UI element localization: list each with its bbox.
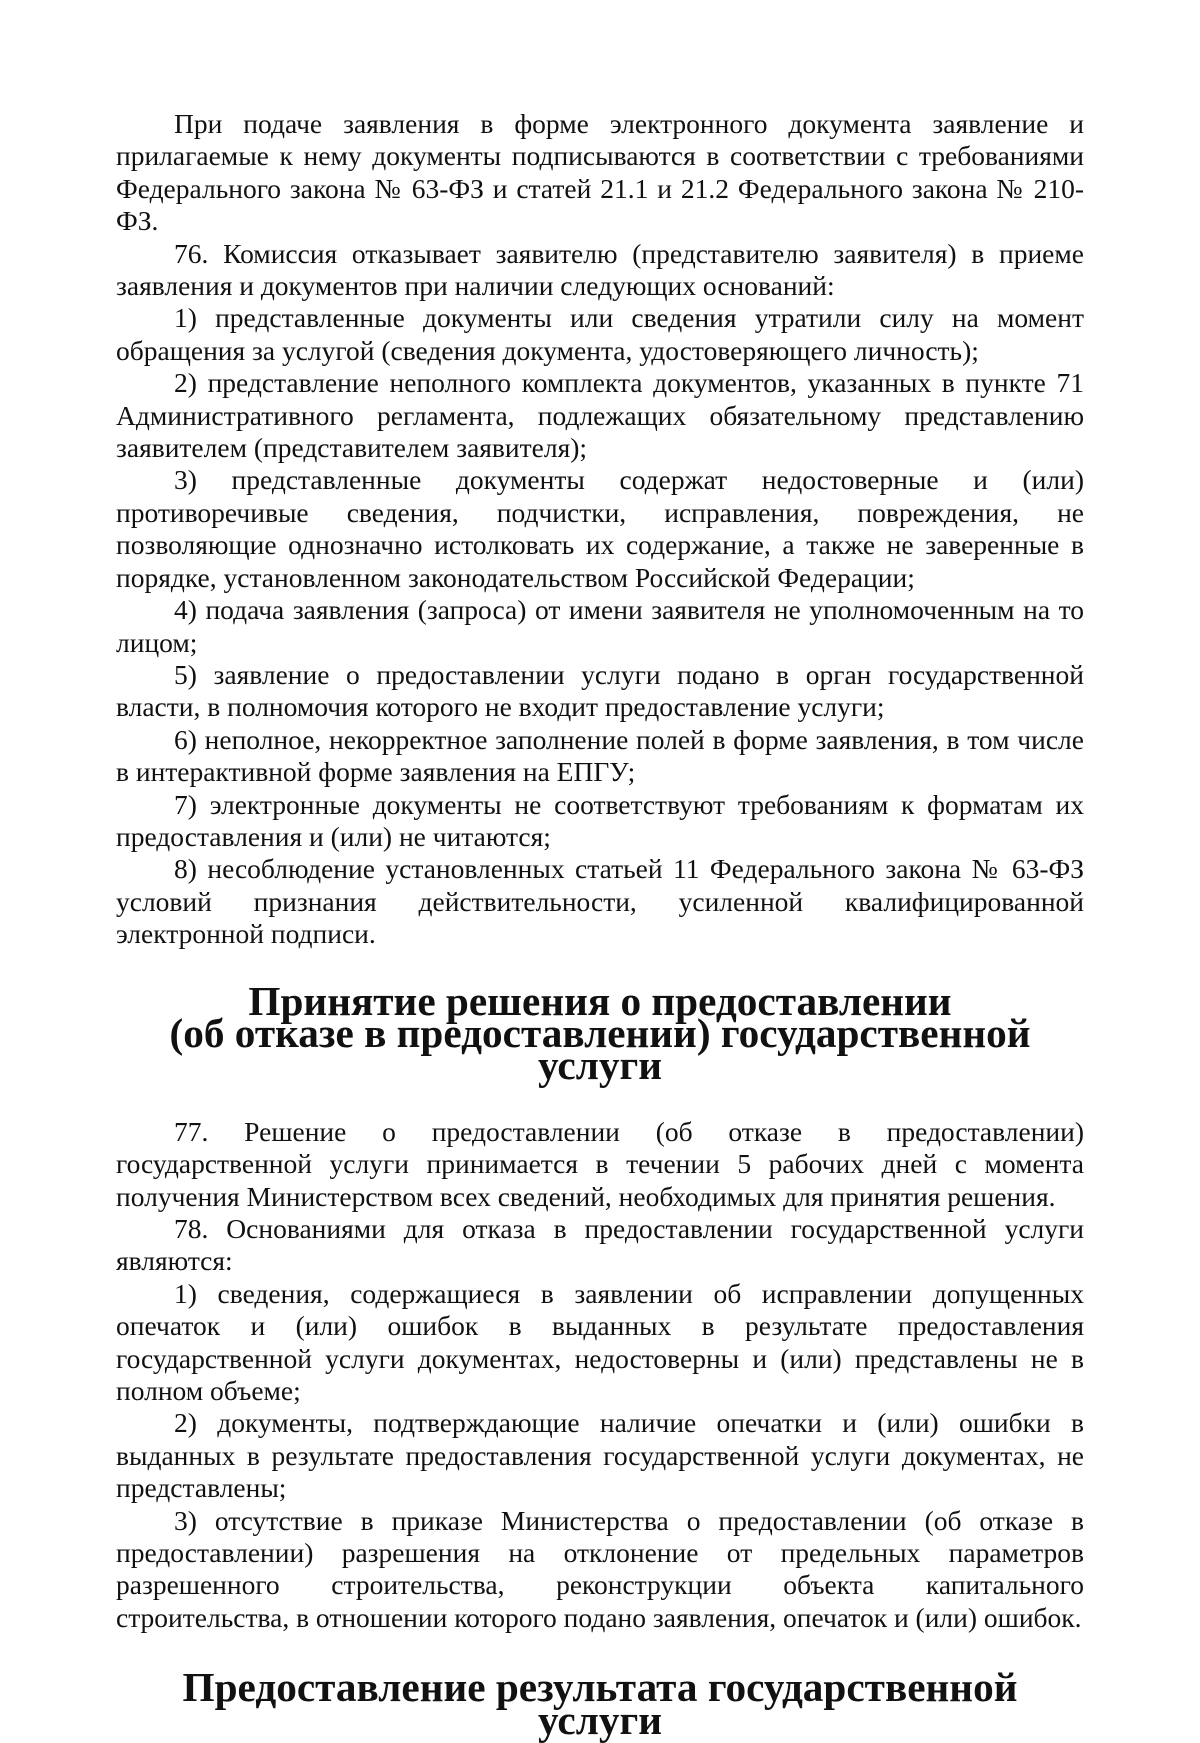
section-heading-decision xyxy=(116,977,1084,1089)
paragraph-76: 76. Комиссия отказывает заявителю (представителю заявителя) в приеме заявления и документов при наличии следующих оснований: xyxy=(116,237,1084,302)
list-item-76-2: 2) представление неполного комплекта документов, указанных в пункте 71 Административного регламента, подлежащих обязательному представлению заявителем (представителем заявителя); xyxy=(116,367,1084,464)
paragraph-77: 77. Решение о предоставлении (об отказе в предоставлении) государственной услуги принимается в течении 5 рабочих дней с момента получения Министерством всех сведений, необходимых для принятия решения. xyxy=(116,1115,1084,1212)
list-item-78-3: 3) отсутствие в приказе Министерства о предоставлении (об отказе в предоставлении) разрешения на отклонение от предельных параметров разрешенного строительства, реконструкции объекта капитального строительства, в отношении которого подано заявления, опечаток и (или) ошибок. xyxy=(116,1504,1084,1633)
list-item-76-5: 5) заявление о предоставлении услуги подано в орган государственной власти, в полномочия которого не входит предоставление услуги; xyxy=(116,658,1084,723)
list-item-76-1: 1) представленные документы или сведения утратили силу на момент обращения за услугой (сведения документа, удостоверяющего личность); xyxy=(116,302,1084,366)
list-item-76-7: 7) электронные документы не соответствуют требованиям к форматам их предоставления и (или) не читаются; xyxy=(116,788,1084,852)
list-item-76-4: 4) подача заявления (запроса) от имени заявителя не уполномоченным на то лицом; xyxy=(116,594,1084,658)
section-heading-result: Предоставление результата государственной услуги xyxy=(182,1664,1018,1743)
list-item-76-6: 6) неполное, некорректное заполнение полей в форме заявления, в том числе в интерактивной форме заявления на ЕПГУ; xyxy=(116,723,1084,788)
section-heading-decision-line-2: (об отказе в предоставлении) государственной услуги xyxy=(169,1009,1031,1089)
list-item-76-3: 3) представленные документы содержат недостоверные и (или) противоречивые сведения, подчистки, исправления, повреждения, не позволяющие однозначно истолковать их содержание, а также не заверенные в порядке, установленном законодательством Российской Федерации; xyxy=(116,464,1084,593)
document-page xyxy=(116,108,1084,1743)
paragraph-78: 78. Основаниями для отказа в предоставлении государственной услуги являются: xyxy=(116,1213,1084,1277)
section-heading-decision-line-1: Принятие решения о предоставлении xyxy=(248,977,952,1024)
list-item-78-2: 2) документы, подтверждающие наличие опечатки и (или) ошибки в выданных в результате предоставления государственной услуги документах, не представлены; xyxy=(116,1407,1084,1504)
paragraph-electronic-signature: При подаче заявления в форме электронного документа заявление и прилагаемые к нему документы подписываются в соответствии с требованиями Федерального закона № 63-ФЗ и статей 21.1 и 21.2 Федерального закона № 210-ФЗ. xyxy=(116,108,1084,237)
list-item-78-1: 1) сведения, содержащиеся в заявлении об исправлении допущенных опечаток и (или) ошибок в выданных в результате предоставления государственной услуги документах, недостоверны и (или) представлены не в полном объеме; xyxy=(116,1277,1084,1407)
list-item-76-8: 8) несоблюдение установленных статьей 11 Федерального закона № 63-ФЗ условий признания действительности, усиленной квалифицированной электронной подписи. xyxy=(116,853,1084,950)
